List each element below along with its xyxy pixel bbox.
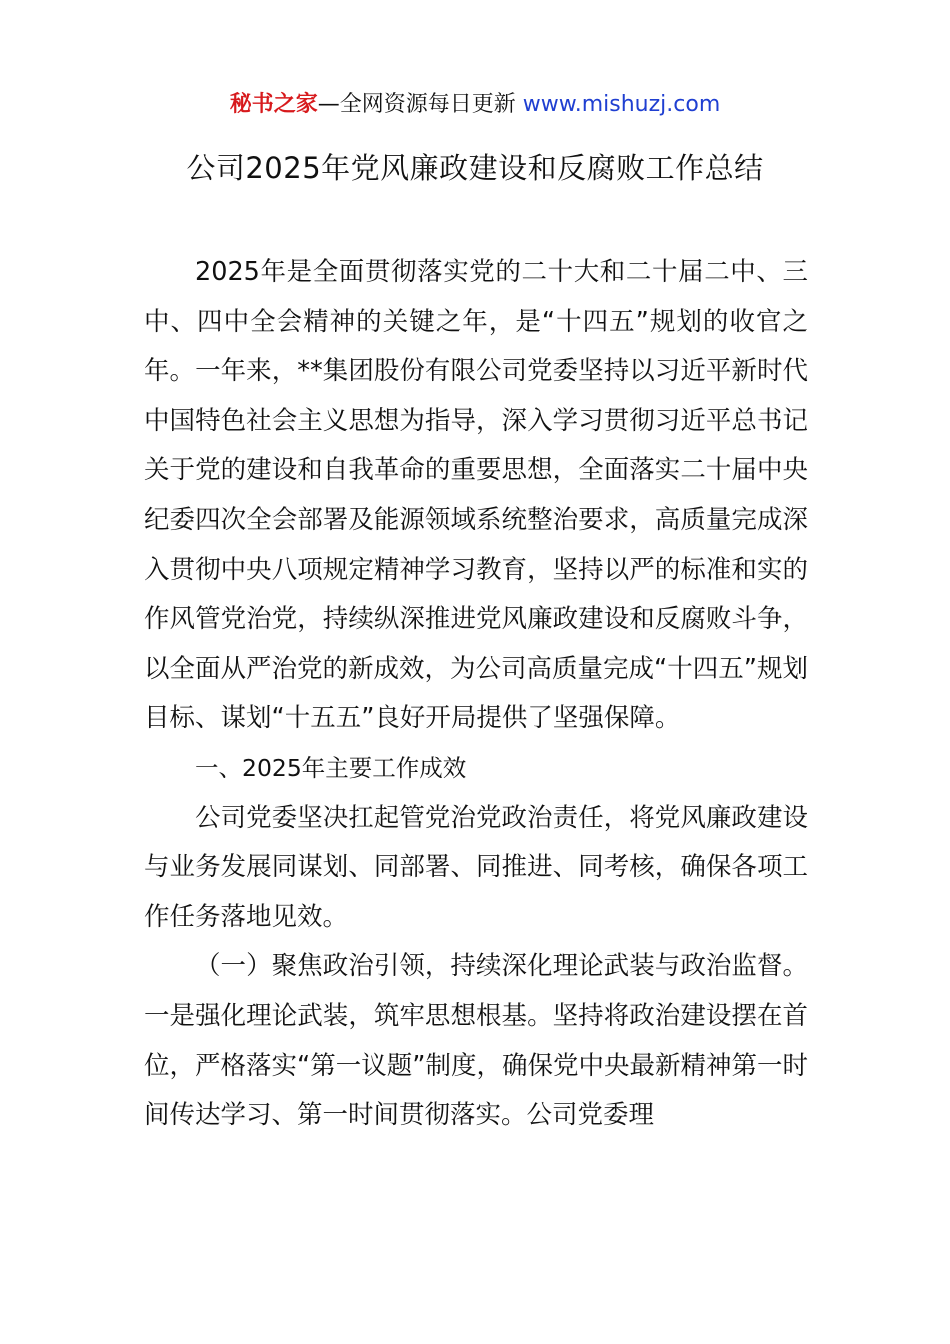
subsection-paragraph: （一）聚焦政治引领，持续深化理论武装与政治监督。一是强化理论武装，筑牢思想根基。坚持将政治建设摆在首位，严格落实“第一议题”制度，确保党中央最新精神第一时间传达学习、第一时间贯彻落实。公司党委理 [144, 951, 808, 1131]
intro-paragraph: 2025年是全面贯彻落实党的二十大和二十届二中、三中、四中全会精神的关键之年，是“十四五”规划的收官之年。一年来，**集团股份有限公司党委坚持以习近平新时代中国特色社会主义思想为指导，深入学习贯彻习近平总书记关于党的建设和自我革命的重要思想，全面落实二十届中央纪委四次全会部署及能源领域系统整治要求，高质量完成深入贯彻中央八项规定精神学习教育，坚持以严的标准和实的作风管党治党，持续纵深推进党风廉政建设和反腐败斗争，以全面从严治党的新成效，为公司高质量完成“十四五”规划目标、谋划“十五五”良好开局提供了坚强保障。 [144, 257, 808, 734]
site-slogan: —全网资源每日更新 [317, 92, 516, 117]
site-header [0, 88, 950, 122]
document-body [144, 248, 808, 1141]
section-paragraph: 公司党委坚决扛起管党治党政治责任，将党风廉政建设与业务发展同谋划、同部署、同推进、同考核，确保各项工作任务落地见效。 [144, 802, 808, 932]
section-heading: 一、2025年主要工作成效 [195, 753, 467, 782]
document-title: 公司2025年党风廉政建设和反腐败工作总结 [186, 151, 764, 185]
site-url-link[interactable]: www.mishuzj.com [522, 92, 721, 117]
site-brand[interactable]: 秘书之家 [229, 92, 318, 117]
